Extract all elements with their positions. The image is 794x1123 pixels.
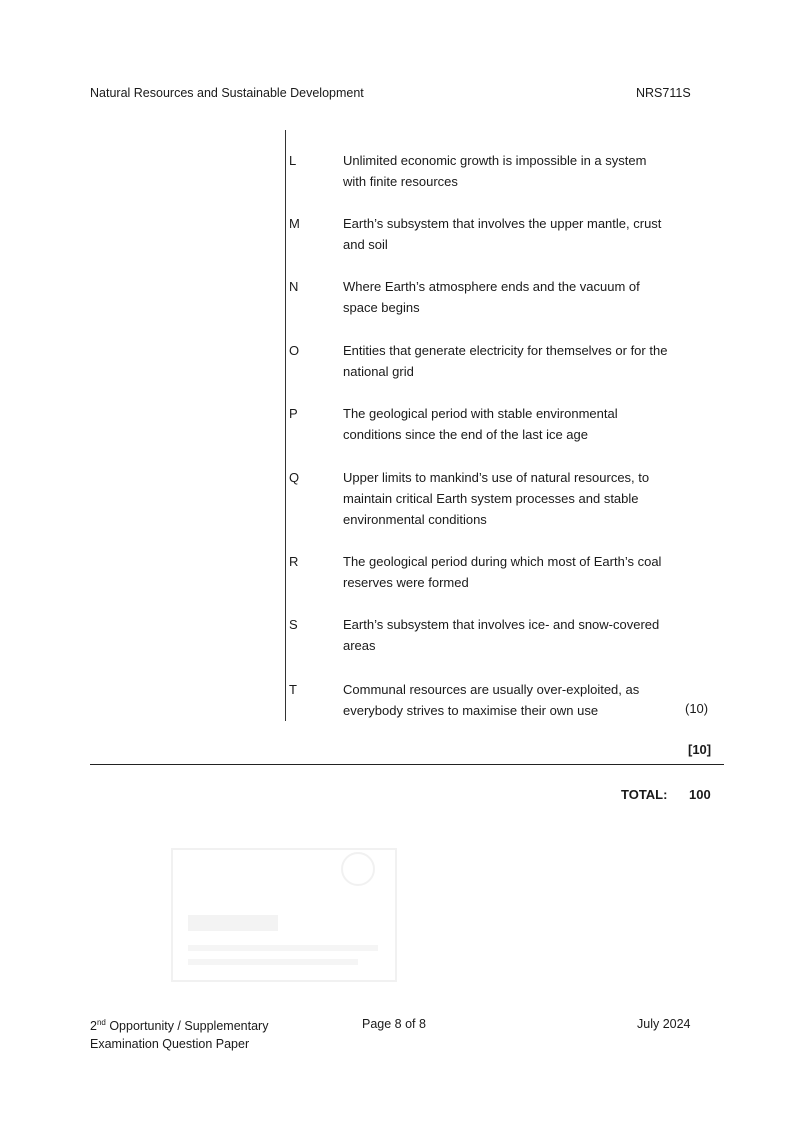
item-letter: P (289, 406, 298, 421)
exam-type-text: Opportunity / Supplementary (105, 1019, 269, 1033)
exam-type (90, 1017, 268, 1053)
divider-line (90, 764, 724, 765)
item-description: Communal resources are usually over-exploited, as everybody strives to maximise their own use (343, 682, 640, 718)
item-letter: M (289, 216, 300, 231)
item-description: Earth’s subsystem that involves the upper mantle, crust and soil (343, 216, 662, 252)
ordinal-number: 2 (90, 1019, 97, 1033)
item-letter: L (289, 153, 297, 168)
item-letter: T (289, 682, 297, 697)
column-divider (285, 130, 286, 721)
exam-type-line-2: Examination Question Paper (90, 1037, 250, 1051)
item-description: Earth’s subsystem that involves ice- and snow-covered areas (343, 617, 660, 653)
item-letter: R (289, 554, 299, 569)
faint-stamp-image (168, 845, 400, 985)
question-marks: (10) (685, 701, 709, 716)
item-description: The geological period during which most of Earth’s coal reserves were formed (343, 554, 662, 590)
course-code: NRS711S (636, 86, 691, 100)
item-letter: S (289, 617, 298, 632)
exam-type-line-1 (90, 1017, 268, 1035)
exam-date: July 2024 (637, 1017, 691, 1031)
page-number: Page 8 of 8 (362, 1017, 426, 1031)
item-letter: O (289, 343, 300, 358)
item-description: Unlimited economic growth is impossible in a system with finite resources (343, 153, 647, 189)
item-letter: N (289, 279, 299, 294)
total-label: TOTAL: (621, 787, 668, 802)
section-total-marks: [10] (688, 742, 712, 757)
ordinal-suffix: nd (96, 1017, 106, 1027)
item-description: The geological period with stable environmental conditions since the end of the last ice age (343, 406, 618, 442)
course-title: Natural Resources and Sustainable Development (90, 86, 364, 100)
item-description: Upper limits to mankind’s use of natural resources, to maintain critical Earth system processes and stable environmental conditions (343, 470, 650, 527)
item-letter: Q (289, 470, 300, 485)
total-value: 100 (689, 787, 711, 802)
item-description: Where Earth’s atmosphere ends and the vacuum of space begins (343, 279, 640, 315)
item-description: Entities that generate electricity for themselves or for the national grid (343, 343, 668, 379)
